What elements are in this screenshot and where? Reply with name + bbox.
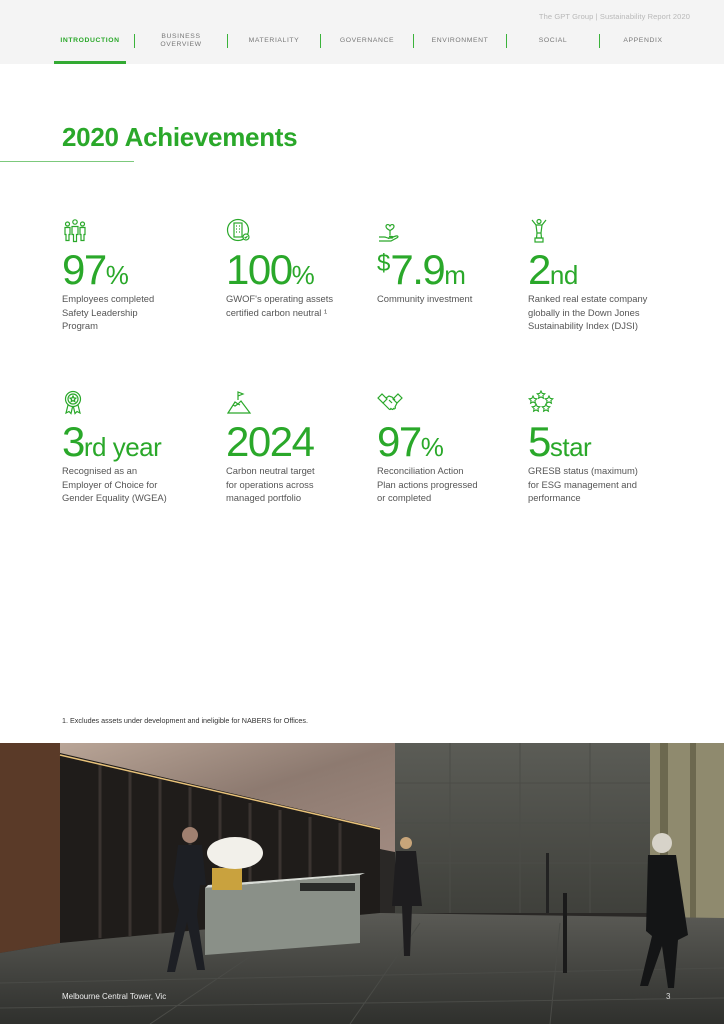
stat-unit: rd year — [83, 432, 162, 462]
active-tab-underline — [54, 61, 126, 64]
five-stars-icon — [528, 390, 554, 416]
nav-business-overview[interactable]: BUSINESS OVERVIEW — [160, 33, 202, 48]
trophy-person-icon — [528, 218, 554, 244]
stat-gresb-status — [528, 390, 678, 505]
stat-carbon-neutral-target — [226, 390, 376, 505]
photo-caption: Melbourne Central Tower, Vic — [62, 992, 167, 1001]
stat-description: GRESB status (maximum) for ESG management and performance — [528, 465, 638, 503]
stat-unit: % — [105, 260, 129, 290]
stat-employer-of-choice — [62, 390, 212, 505]
report-title: The GPT Group | Sustainability Report 2020 — [538, 12, 690, 21]
stat-number: 97 — [62, 246, 106, 293]
nav-appendix[interactable]: APPENDIX — [623, 37, 663, 44]
stat-unit: m — [444, 260, 466, 290]
page-title: 2020 Achievements — [62, 122, 298, 152]
nav-introduction[interactable]: INTRODUCTION — [60, 37, 120, 44]
stat-description: Ranked real estate company globally in the Down Jones Sustainability Index (DJSI) — [528, 293, 648, 331]
stat-description: Employees completed Safety Leadership Program — [62, 293, 155, 331]
people-group-icon — [62, 218, 88, 244]
hand-heart-plant-icon — [377, 218, 403, 244]
nav-materiality[interactable]: MATERIALITY — [248, 37, 300, 44]
stat-reconciliation-action — [377, 390, 527, 505]
nav-governance[interactable]: GOVERNANCE — [339, 37, 395, 44]
stat-number: 3 — [62, 418, 84, 465]
lobby-photo — [0, 743, 724, 1024]
stat-number: 7.9 — [390, 246, 445, 293]
stat-description: Community investment — [377, 293, 473, 304]
stat-number: 2 — [528, 246, 550, 293]
stat-unit: star — [549, 432, 592, 462]
stat-unit: % — [420, 432, 444, 462]
stat-description: GWOF's operating assets certified carbon neutral ¹ — [226, 293, 334, 318]
section-nav — [54, 30, 689, 52]
footnote: 1. Excludes assets under development and ineligible for NABERS for Offices. — [62, 716, 308, 725]
heading-rule — [0, 161, 134, 162]
stat-carbon-neutral-assets — [226, 218, 376, 319]
stat-number: 2024 — [226, 418, 314, 465]
stat-number: 5 — [528, 418, 550, 465]
stat-community-investment — [377, 218, 527, 306]
stat-safety-leadership — [62, 218, 212, 333]
nav-environment[interactable]: ENVIRONMENT — [431, 37, 489, 44]
stat-unit: % — [291, 260, 315, 290]
award-ribbon-icon — [62, 390, 88, 416]
lobby-photo-illustration — [0, 743, 724, 1024]
mountain-flag-icon — [226, 390, 252, 416]
stat-unit: nd — [549, 260, 578, 290]
page-number: 3 — [666, 992, 671, 1001]
stat-description: Reconciliation Action Plan actions progressed or completed — [377, 465, 478, 503]
green-building-icon — [226, 218, 252, 244]
stat-prefix: $ — [377, 250, 391, 277]
stat-djsi-ranking — [528, 218, 678, 333]
stat-description: Recognised as an Employer of Choice for Gender Equality (WGEA) — [62, 465, 167, 503]
stat-number: 97 — [377, 418, 421, 465]
stat-description: Carbon neutral target for operations across managed portfolio — [226, 465, 315, 503]
stat-number: 100 — [226, 246, 292, 293]
nav-social[interactable]: SOCIAL — [538, 37, 568, 44]
handshake-icon — [377, 390, 403, 416]
